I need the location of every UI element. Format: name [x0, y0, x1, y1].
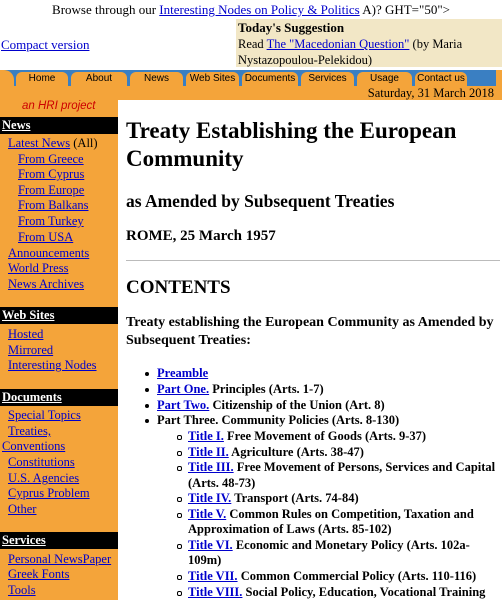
contents-heading: CONTENTS — [126, 277, 231, 298]
tab-web-sites[interactable]: Web Sites — [186, 72, 239, 86]
title-2-link[interactable]: Title II. — [188, 445, 229, 459]
preamble-link[interactable]: Preamble — [157, 366, 209, 380]
macedonian-question-link[interactable]: The "Macedonian Question" — [266, 37, 410, 51]
tab-contact-us[interactable]: Contact us — [415, 72, 467, 86]
title-3-text-cont: (Arts. 48-73) — [188, 476, 256, 490]
tab-documents[interactable]: Documents — [242, 72, 298, 86]
sidebar-item-latest-news — [8, 136, 98, 151]
sidebar-services-title[interactable]: Services — [2, 533, 46, 547]
current-date: Saturday, 31 March 2018 — [367, 86, 494, 100]
sidebar-item-hosted[interactable]: Hosted — [8, 327, 44, 341]
title-6-link[interactable]: Title VI. — [188, 538, 233, 552]
bullet-hollow — [177, 466, 182, 471]
todays-suggestion-box — [236, 19, 502, 67]
browse-line — [0, 2, 502, 18]
title-1-text: Free Movement of Goods (Arts. 9-37) — [223, 429, 427, 443]
title-3-text: Free Movement of Persons, Services and Capital — [233, 460, 496, 474]
sidebar-item-news-archives[interactable]: News Archives — [8, 277, 85, 291]
page-subtitle: as Amended by Subsequent Treaties — [126, 191, 395, 211]
bullet — [145, 372, 149, 376]
latest-news-link[interactable]: Latest News — [8, 136, 71, 150]
hri-project-label: an HRI project — [22, 100, 96, 112]
part-two-text: Citizenship of the Union (Art. 8) — [209, 398, 385, 412]
browse-prefix: Browse through our — [52, 2, 160, 17]
sidebar-web-sites-title[interactable]: Web Sites — [2, 308, 55, 322]
title-3-link[interactable]: Title III. — [188, 460, 234, 474]
sidebar-news-header[interactable] — [0, 117, 118, 134]
bullet-hollow — [177, 435, 182, 440]
title-7-text: Common Commercial Policy (Arts. 110-116) — [237, 569, 477, 583]
title-8-text: Social Policy, Education, Vocational Training — [242, 585, 486, 599]
bullet-hollow — [177, 513, 182, 518]
sidebar-item-other[interactable]: Other — [8, 502, 37, 516]
title-6-text-cont: 109m) — [188, 553, 222, 567]
bullet-hollow — [177, 544, 182, 549]
title-5-link[interactable]: Title V. — [188, 507, 227, 521]
list-item-title-4 — [188, 491, 359, 507]
title-4-link[interactable]: Title IV. — [188, 491, 232, 505]
page-title: Treaty Establishing the European Community — [126, 118, 457, 171]
latest-news-all[interactable]: (All) — [70, 136, 98, 150]
divider — [126, 260, 500, 261]
interesting-nodes-link[interactable]: Interesting Nodes on Policy & Politics — [159, 2, 360, 17]
browse-suffix: A)? GHT="50"> — [359, 2, 450, 17]
sidebar-item-conventions[interactable]: Conventions — [2, 439, 66, 453]
sidebar-item-from-usa[interactable]: From USA — [18, 230, 74, 244]
sidebar-item-from-cyprus[interactable]: From Cyprus — [18, 167, 85, 181]
list-item-title-8 — [188, 585, 485, 601]
list-item-title-1 — [188, 429, 426, 445]
part-one-text: Principles (Arts. 1-7) — [209, 382, 324, 396]
treaty-full-title: Treaty establishing the European Community as Amended by Subsequent Treaties: — [126, 315, 494, 348]
sidebar-item-cyprus-problem[interactable]: Cyprus Problem — [8, 486, 90, 500]
part-two-link[interactable]: Part Two. — [157, 398, 210, 412]
tab-usage[interactable]: Usage — [357, 72, 412, 86]
sidebar-item-treaties[interactable]: Treaties, — [8, 424, 51, 438]
sidebar-documents-header[interactable] — [0, 389, 118, 406]
sidebar-item-special-topics[interactable]: Special Topics — [8, 408, 81, 422]
title-1-link[interactable]: Title I. — [188, 429, 224, 443]
place-date: ROME, 25 March 1957 — [126, 228, 276, 244]
title-5-text: Common Rules on Competition, Taxation and — [226, 507, 474, 521]
sidebar-item-us-agencies[interactable]: U.S. Agencies — [8, 471, 80, 485]
list-item-part-two — [157, 398, 385, 414]
title-4-text: Transport (Arts. 74-84) — [231, 491, 359, 505]
title-8-link[interactable]: Title VIII. — [188, 585, 243, 599]
sidebar-item-announcements[interactable]: Announcements — [8, 246, 90, 260]
bullet-hollow — [177, 591, 182, 596]
sidebar-item-tools[interactable]: Tools — [8, 583, 36, 597]
title-6-text: Economic and Monetary Policy (Arts. 102a- — [232, 538, 470, 552]
list-item-title-6 — [188, 538, 470, 554]
suggestion-read: Read — [238, 37, 267, 51]
sidebar-item-personal-newspaper[interactable]: Personal NewsPaper — [8, 552, 112, 566]
nav-right-cap — [496, 70, 502, 86]
sidebar-item-from-balkans[interactable]: From Balkans — [18, 198, 89, 212]
tab-about[interactable]: About — [71, 72, 127, 86]
sidebar-item-constitutions[interactable]: Constitutions — [8, 455, 75, 469]
bullet — [145, 419, 149, 423]
part-one-link[interactable]: Part One. — [157, 382, 210, 396]
list-item-part-one — [157, 382, 324, 398]
part-three-text: Part Three. Community Policies (Arts. 8-130) — [157, 413, 400, 427]
title-5-text-cont: Approximation of Laws (Arts. 85-102) — [188, 522, 392, 536]
sidebar-services-header[interactable] — [0, 532, 118, 549]
sidebar-news-title[interactable]: News — [2, 118, 31, 132]
bullet-hollow — [177, 575, 182, 580]
list-item-title-2 — [188, 445, 364, 461]
sidebar-item-world-press[interactable]: World Press — [8, 261, 69, 275]
sidebar-documents-title[interactable]: Documents — [2, 390, 62, 404]
list-item-title-3 — [188, 460, 495, 476]
date-bar — [0, 86, 502, 100]
sidebar-item-from-turkey[interactable]: From Turkey — [18, 214, 84, 228]
sidebar-item-interesting-nodes[interactable]: Interesting Nodes — [8, 358, 97, 372]
bullet-hollow — [177, 497, 182, 502]
sidebar-item-from-europe[interactable]: From Europe — [18, 183, 85, 197]
sidebar-item-mirrored[interactable]: Mirrored — [8, 343, 54, 357]
tab-services[interactable]: Services — [301, 72, 354, 86]
sidebar — [0, 100, 118, 600]
bullet-hollow — [177, 451, 182, 456]
bullet — [145, 388, 149, 392]
title-2-text: Agriculture (Arts. 38-47) — [228, 445, 364, 459]
list-item-title-5 — [188, 507, 474, 523]
suggestion-author: Nystazopoulou-Pelekidou) — [238, 53, 373, 67]
tab-news[interactable]: News — [130, 72, 183, 86]
list-item-title-7 — [188, 569, 476, 585]
sidebar-item-from-greece[interactable]: From Greece — [18, 152, 84, 166]
nav-left-cap — [0, 70, 14, 86]
suggestion-by: (by Maria — [409, 37, 463, 51]
bullet — [145, 404, 149, 408]
sidebar-item-greek-fonts[interactable]: Greek Fonts — [8, 567, 70, 581]
sidebar-web-sites-header[interactable] — [0, 307, 118, 324]
tab-home[interactable]: Home — [16, 72, 68, 86]
nav-bar — [0, 70, 502, 86]
suggestion-title: Today's Suggestion — [238, 20, 345, 35]
title-7-link[interactable]: Title VII. — [188, 569, 238, 583]
compact-version-link[interactable]: Compact version — [1, 37, 90, 52]
